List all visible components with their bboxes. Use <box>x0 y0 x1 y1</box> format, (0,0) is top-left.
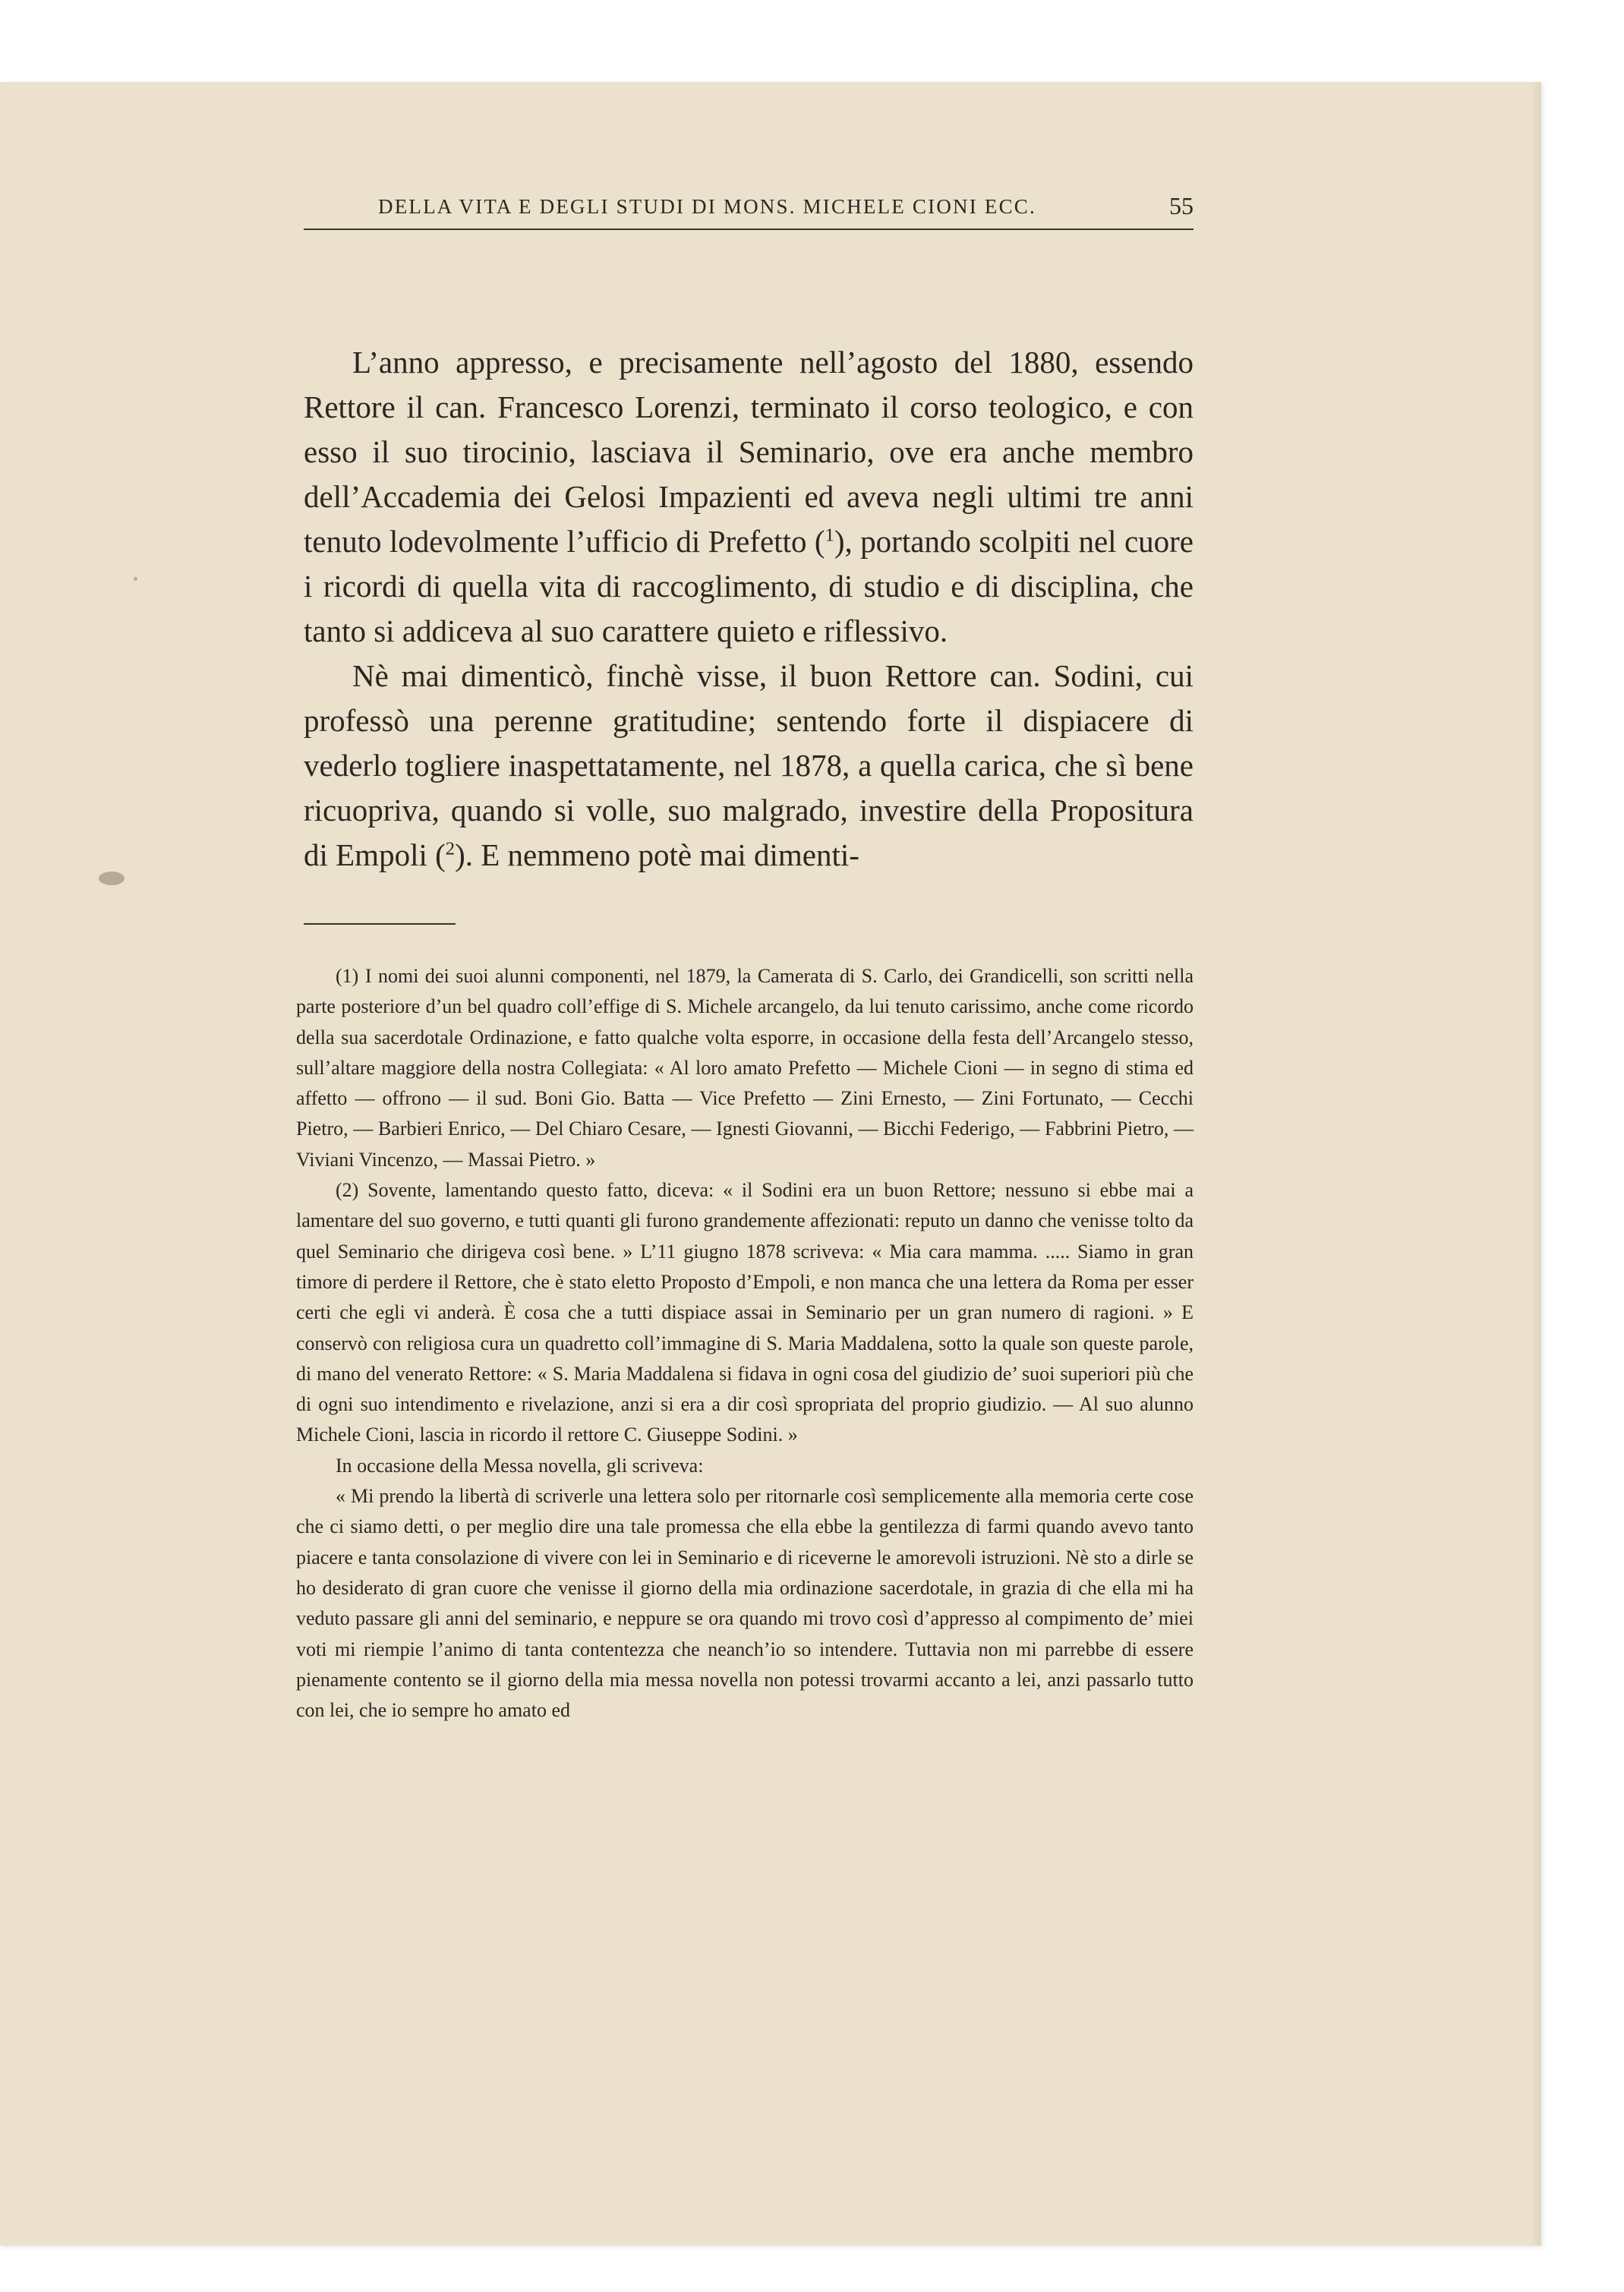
footnote-reference: 1 <box>825 525 834 546</box>
footnote-separator <box>304 923 456 925</box>
footnote-1: (1) I nomi dei suoi alunni componenti, nel 1879, la Camerata di S. Carlo, dei Grandicelli, son scritti nella parte posteriore d’un bel quadro coll’effige di S. Michele arcangelo, da lui tenuto carissimo, anche come ricordo della sua sacerdotale Ordinazione, e fatto qualche volta esporre, in occasione della festa dell’Arcangelo stesso, sull’altare maggiore della nostra Collegiata: « Al loro amato Prefetto — Michele Cioni — in segno di stima ed affetto — offrono — il sud. Boni Gio. Batta — Vice Prefetto — Zini Ernesto, — Zini Fortunato, — Cecchi Pietro, — Barbieri Enrico, — Del Chiaro Cesare, — Ignesti Giovanni, — Bicchi Federigo, — Fabbrini Pietro, — Viviani Vincenzo, — Massai Pietro. » <box>296 965 1194 1171</box>
page-number: 55 <box>1169 192 1194 219</box>
paragraph-text: ). E nemmeno potè mai dimenti- <box>455 837 859 872</box>
running-header <box>304 192 1194 230</box>
paragraph-text: Nè mai dimenticò, finchè visse, il buon Rettore can. Sodini, cui professò una perenne gratitudine; sentendo forte il dispiacere di vederlo togliere inaspettatamente, nel 1878, a quella carica, che sì bene ricuopriva, quando si volle, suo malgrado, investire della Propositura di Empoli ( <box>304 658 1194 872</box>
running-title: DELLA VITA E DEGLI STUDI DI MONS. MICHELE CIONI ECC. <box>378 195 1036 218</box>
footnotes <box>296 961 1194 1726</box>
paragraph-text: L’anno appresso, e precisamente nell’agosto del 1880, essendo Rettore il can. Francesco Lorenzi, terminato il corso teologico, e con esso il suo tirocinio, lasciava il Seminario, ove era anche membro dell’Accademia dei Gelosi Impazienti ed aveva negli ultimi tre anni tenuto lodevolmente l’ufficio di Prefetto ( <box>304 345 1194 559</box>
footnote-continuation: In occasione della Messa novella, gli scriveva: <box>336 1454 704 1477</box>
main-text <box>304 340 1194 878</box>
footnote-reference: 2 <box>445 838 456 859</box>
paper-mark <box>99 872 125 885</box>
body-paragraph <box>304 654 1194 878</box>
paper-mark <box>134 577 137 581</box>
paper-edge <box>1531 82 1541 2246</box>
paragraph-text: ), portando scolpiti nel cuore i ricordi di quella vita di raccoglimento, di studio e di disciplina, che tanto si addiceva al suo carattere quieto e riflessivo. <box>304 524 1194 648</box>
body-paragraph <box>304 340 1194 654</box>
footnote-2: (2) Sovente, lamentando questo fatto, diceva: « il Sodini era un buon Rettore; nessuno si ebbe mai a lamentare del suo governo, e tutti quanti gli furono grandemente affezionati: reputo un danno che venisse tolto da quel Seminario che dirigeva così bene. » L’11 giugno 1878 scriveva: « Mia cara mamma. ..... Siamo in gran timore di perdere il Rettore, che è stato eletto Proposto d’Empoli, e non manca che una lettera da Roma per esser certi che egli vi anderà. È cosa che a tutti dispiace assai in Seminario per un gran numero di ragioni. » E conservò con religiosa cura un quadretto coll’immagine di S. Maria Maddalena, sotto la quale son queste parole, di mano del venerato Rettore: « S. Maria Maddalena si fidava in ogni cosa del giudizio de’ suoi superiori più che di ogni suo intendimento e rivelazione, anzi si era a dir così spropriata del proprio giudizio. — Al suo alunno Michele Cioni, lascia in ricordo il rettore C. Giuseppe Sodini. » <box>296 1179 1194 1446</box>
footnote-letter-quote: « Mi prendo la libertà di scriverle una lettera solo per ritornarle così semplicemente alla memoria certe cose che ci siamo detti, o per meglio dire una tale promessa che ella ebbe la gentilezza di farmi quando avevo tanto piacere e tanta consolazione di vivere con lei in Seminario e di riceverne le amorevoli istruzioni. Nè sto a dirle se ho desiderato di gran cuore che venisse il giorno della mia ordinazione sacerdotale, in grazia di che ella mi ha veduto passare gli anni del seminario, e neppure se ora quando mi trovo così d’appresso al compimento de’ miei voti mi riempie l’animo di tanta contentezza che neanch’io so intendere. Tuttavia non mi parrebbe di essere pienamente contento se il giorno della mia messa novella non potessi trovarmi accanto a lei, anzi passarlo tutto con lei, che io sempre ho amato ed <box>296 1485 1194 1722</box>
